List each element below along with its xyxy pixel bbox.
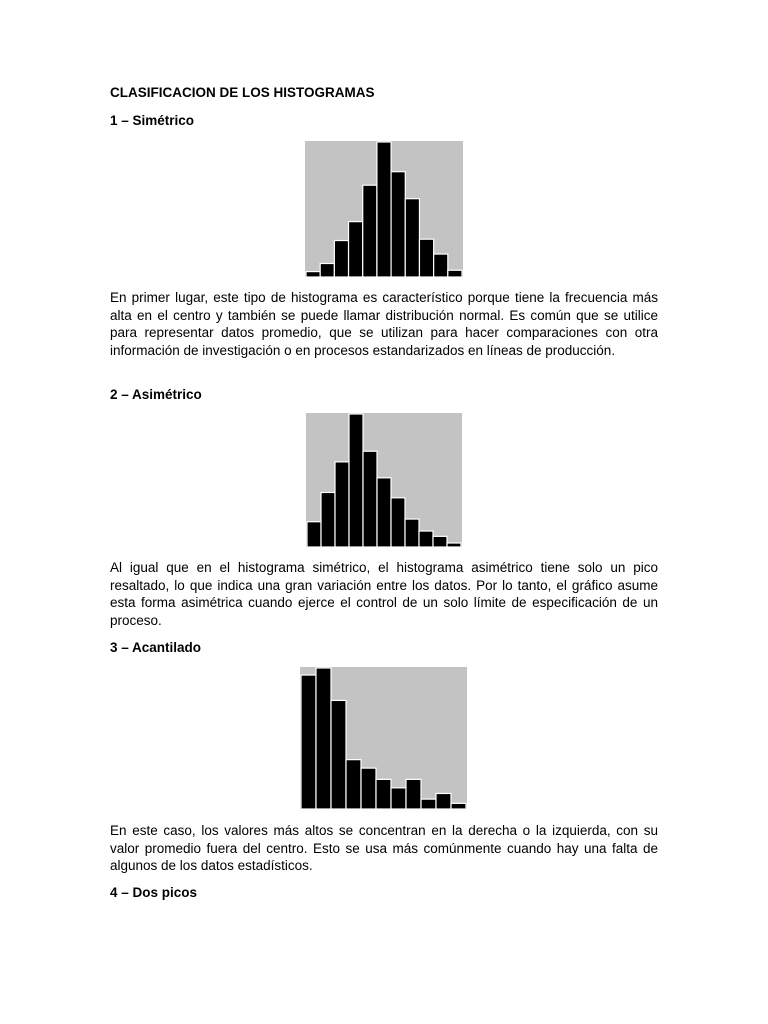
histogram-bar xyxy=(376,779,391,809)
histogram-bar xyxy=(321,492,335,547)
histogram-bar xyxy=(419,531,433,547)
histogram-bar xyxy=(306,272,320,277)
histogram-svg xyxy=(306,413,462,547)
section-text-acantilado: En este caso, los valores más altos se concentran en la derecha o la izquierda, con su valor promedio fuera del centro. Esto se usa más comúnmente cuando hay una falta de algunos de los datos estadísticos. xyxy=(110,823,658,874)
histogram-simetrico xyxy=(305,141,463,277)
histogram-bar xyxy=(405,519,419,547)
histogram-bar xyxy=(316,668,331,809)
section-text-asimetrico: Al igual que en el histograma simétrico, el histograma asimétrico tiene solo un pico resaltado, lo que indica una gran variación entre los datos. Por lo tanto, el gráfico asume esta forma asimétrica cuando ejerce el control de un solo límite de especificación de un proceso. xyxy=(110,560,658,629)
histogram-bar xyxy=(451,803,466,809)
histogram-svg xyxy=(305,141,463,277)
histogram-bar xyxy=(448,270,462,277)
histogram-bar xyxy=(377,478,391,547)
histogram-bar xyxy=(421,799,436,809)
histogram-bar xyxy=(419,239,433,277)
histogram-bar xyxy=(433,536,447,547)
histogram-bar xyxy=(349,222,363,277)
histogram-bar xyxy=(320,264,334,278)
histogram-bar xyxy=(447,543,461,547)
histogram-acantilado xyxy=(300,667,467,809)
histogram-asimetrico xyxy=(306,413,462,547)
histogram-bar xyxy=(391,788,406,809)
histogram-bar xyxy=(436,793,451,809)
histogram-bar xyxy=(361,768,376,809)
section-heading-asimetrico: 2 – Asimétrico xyxy=(110,387,202,402)
section-text-simetrico: En primer lugar, este tipo de histograma es característico porque tiene la frecuencia más alta en el centro y también se puede llamar distribución normal. Es común que se utilice para representar datos promedio, que se utilizan para hacer comparaciones con otra información de investigación o en procesos estandarizados en líneas de producción. xyxy=(110,290,658,359)
document-title: CLASIFICACION DE LOS HISTOGRAMAS xyxy=(110,85,375,100)
section-heading-simetrico: 1 – Simétrico xyxy=(110,113,195,128)
histogram-svg xyxy=(300,667,467,809)
histogram-bar xyxy=(391,498,405,547)
histogram-bar xyxy=(335,462,349,547)
histogram-bar xyxy=(301,675,316,809)
section-heading-dos-picos: 4 – Dos picos xyxy=(110,885,198,900)
histogram-bar xyxy=(334,241,348,277)
histogram-bar xyxy=(363,451,377,547)
histogram-bar xyxy=(391,172,405,277)
histogram-bar xyxy=(363,185,377,277)
section-heading-acantilado: 3 – Acantilado xyxy=(110,640,202,655)
histogram-bar xyxy=(349,414,363,547)
histogram-bar xyxy=(307,522,321,547)
histogram-bar xyxy=(377,142,391,277)
histogram-bar xyxy=(406,779,421,809)
histogram-bar xyxy=(434,254,448,277)
histogram-bar xyxy=(346,760,361,809)
histogram-bar xyxy=(331,700,346,809)
histogram-bar xyxy=(405,199,419,277)
